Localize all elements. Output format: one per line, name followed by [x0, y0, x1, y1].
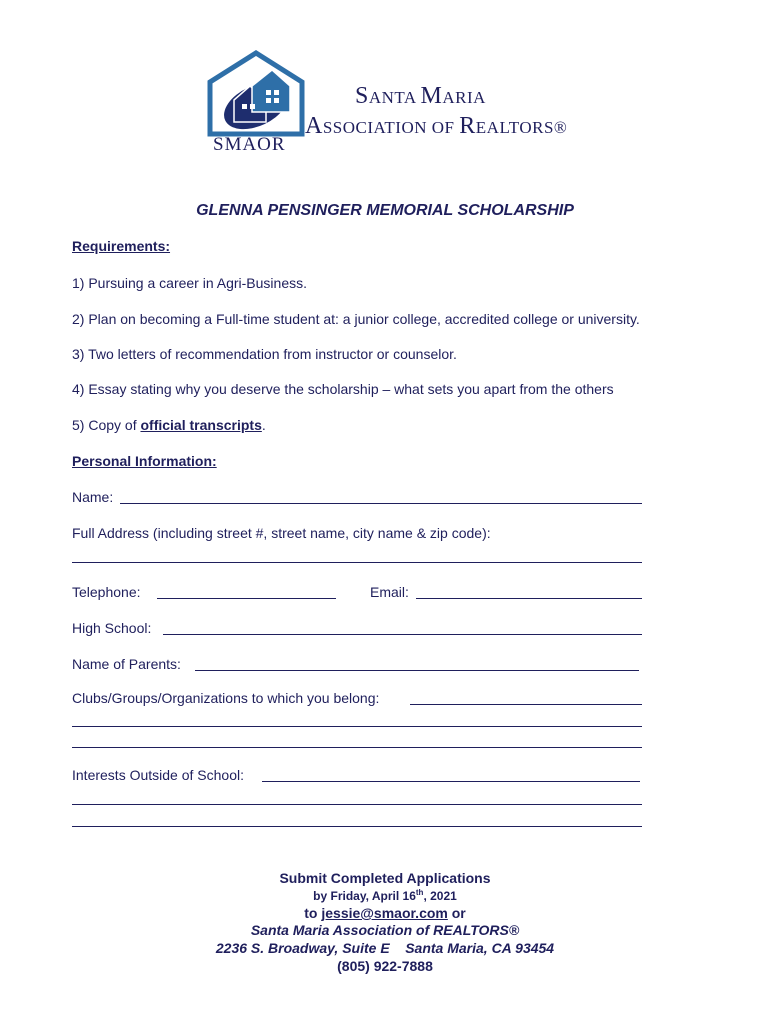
- clubs-label: Clubs/Groups/Organizations to which you belong:: [72, 690, 380, 706]
- email-label: Email:: [370, 584, 409, 600]
- interests-field-line2[interactable]: [72, 804, 642, 805]
- to-suffix: or: [447, 905, 466, 921]
- requirement-item5-prefix: 5) Copy of: [72, 417, 141, 433]
- personal-info-heading: Personal Information:: [72, 453, 217, 469]
- org-name-line2: ASSOCIATION OF REALTORS®: [305, 113, 568, 139]
- footer-phone: (805) 922-7888: [337, 958, 433, 974]
- submit-heading: Submit Completed Applications: [279, 870, 491, 886]
- email-link[interactable]: jessie@smaor.com: [321, 905, 448, 921]
- clubs-field-line2[interactable]: [72, 726, 642, 727]
- smaor-logo-icon: [206, 50, 306, 138]
- clubs-field-line3[interactable]: [72, 747, 642, 748]
- clubs-field[interactable]: [410, 704, 642, 705]
- requirement-item-transcripts: [72, 417, 266, 433]
- interests-label: Interests Outside of School:: [72, 767, 244, 783]
- official-transcripts-link[interactable]: official transcripts: [140, 417, 262, 433]
- org-name-line1: SANTA MARIA: [355, 83, 486, 109]
- name-field[interactable]: [120, 503, 642, 504]
- address-label: Full Address (including street #, street name, city name & zip code):: [72, 525, 491, 541]
- requirement-item: 2) Plan on becoming a Full-time student at: a junior college, accredited college or university.: [72, 311, 640, 327]
- requirement-item: 4) Essay stating why you deserve the scholarship – what sets you apart from the others: [72, 381, 614, 397]
- page-title: GLENNA PENSINGER MEMORIAL SCHOLARSHIP: [196, 202, 574, 219]
- email-field[interactable]: [416, 598, 642, 599]
- parents-field[interactable]: [195, 670, 639, 671]
- telephone-field[interactable]: [157, 598, 336, 599]
- telephone-label: Telephone:: [72, 584, 141, 600]
- to-prefix: to: [304, 905, 322, 921]
- deadline-suffix: , 2021: [423, 889, 457, 903]
- footer-address: 2236 S. Broadway, Suite E Santa Maria, CA 93454: [215, 940, 555, 956]
- footer-org-name: Santa Maria Association of REALTORS®: [250, 922, 520, 938]
- high-school-label: High School:: [72, 620, 152, 636]
- deadline-text: [0, 888, 770, 903]
- parents-label: Name of Parents:: [72, 656, 181, 672]
- requirement-item5-suffix: .: [261, 417, 266, 433]
- high-school-field[interactable]: [163, 634, 642, 635]
- interests-field[interactable]: [262, 781, 640, 782]
- deadline-prefix: by Friday, April 16: [313, 889, 416, 903]
- submit-to-line: [0, 905, 770, 921]
- address-field[interactable]: [72, 562, 642, 563]
- requirement-item: 3) Two letters of recommendation from instructor or counselor.: [72, 346, 457, 362]
- deadline-sup: th: [415, 888, 424, 897]
- name-label: Name:: [72, 489, 114, 505]
- requirement-item: 1) Pursuing a career in Agri-Business.: [72, 275, 307, 291]
- requirements-heading: Requirements:: [72, 238, 171, 254]
- interests-field-line3[interactable]: [72, 826, 642, 827]
- logo-text: SMAOR: [213, 134, 286, 155]
